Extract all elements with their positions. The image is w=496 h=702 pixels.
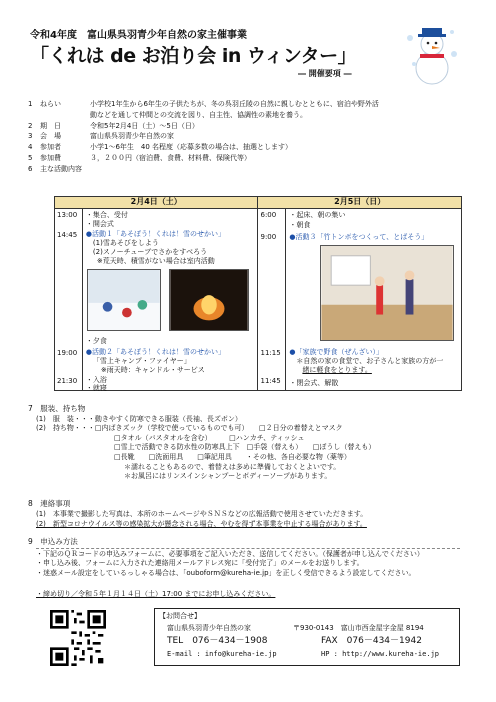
section-7-line: (1) 服 装・・・動きやすく防寒できる服装（長袖、長ズボン） [36,415,242,423]
section-9-line: ・迷惑メール設定をしているっしゃる場合は、「ouboform@kureha-ie.jp」を正しく受信できるよう設定してください。 [36,569,416,577]
day2-activities [286,209,462,391]
time-label: 14:45 [57,231,78,239]
day1-header: 2月4日（土） [55,197,258,209]
item-value: 令和5年2月4日（土）～5日（日） [90,121,199,130]
time-label: 11:45 [260,377,281,385]
section-7-line: ＊濡れることもあるので、着替えは多めに準備しておくとよいです。 [124,463,341,471]
list-item [28,100,468,109]
item-label: 期 日 [40,121,61,130]
section-8-title: 8 連絡事項 [28,499,71,508]
contact-email[interactable]: E-mail : info@kureha-ie.jp [167,650,277,658]
item-value: 小学校1年生から6年生の子供たちが、冬の呉羽丘陵の自然に親しむとともに、宿泊や野外活 [90,100,379,108]
item-label [40,111,90,120]
activity-line: ・集合、受付 [85,211,128,219]
section-7-line: ＊お風呂にはリンスインシャンプーとボディーソープがあります。 [124,472,332,480]
section-7-line: □タオル（バスタオルを含む） □ハンカチ、ティッシュ [114,434,305,442]
item-value [160,165,468,174]
campfire-photo [169,269,249,331]
item-label: 参加者 [40,143,61,151]
activity-line: ●活動３「竹トンボをつくって、とばそう」 [289,233,429,241]
item-number: 3 [28,132,33,141]
time-label: 19:00 [57,349,78,357]
section-9-title: 9 申込み方法 [28,537,78,546]
overview-list [28,100,468,175]
item-label: 会 場 [40,132,61,141]
item-number: 1 [28,100,33,108]
item-value: 富山県呉羽青少年自然の家 [90,132,174,141]
contact-org: 富山県呉羽青少年自然の家 [167,624,251,632]
item-number: 6 [28,164,33,173]
schedule-table [54,196,462,391]
activity-line: ・夕食 [85,337,107,345]
time-label: 6:00 [260,211,277,219]
qr-code[interactable] [50,610,106,666]
activity-line: ●活動１「あそぼう！くれは！雪のせかい」 [85,230,226,238]
item-label: ねらい [40,100,61,108]
bamboo-dragonfly-photo [320,245,454,341]
section-7-line: (2) 持ち物・・・□内ばきズック（学校で使っているものでも可） □２日分の着替えとマスク [36,424,343,432]
activity-line: ・起床、朝の集い [289,211,346,219]
section-7-title: 7 服装、持ち物 [28,404,86,413]
activity-line: 緒に軽食をとります。 [302,366,372,374]
section-9-line: ・下記のＱＲコードの申込みフォームに、必要事項をご記入いただき、送信してください。（保護者が申し込んでください） [36,548,460,559]
time-label: 11:15 [260,349,281,357]
activity-line: ＊自然の家の食堂で、お子さんと家族の方が一 [296,357,444,365]
time-label: 21:30 [57,377,78,385]
contact-fax: FAX 076－434－1942 [321,636,422,646]
list-item [28,132,468,141]
section-9-deadline: ・締め切り／令和５年１月１４日（土）17:00 までにお申し込みください。 [36,590,276,598]
contact-hp[interactable]: HP : http://www.kureha-ie.jp [321,650,440,658]
activity-line: ●「家族で野食（ぜんざい）」 [289,348,384,356]
time-label: 9:00 [260,233,277,241]
activity-line: ●活動２「あそぼう！くれは！雪のせかい」 [85,348,226,356]
contact-box [154,608,460,666]
time-label: 13:00 [57,211,78,219]
day1-times [55,209,83,391]
list-item [28,154,468,163]
header-subtitle: 令和4年度 富山県呉羽青少年自然の家主催事業 [30,30,247,41]
contact-tel: TEL 076－434－1908 [167,636,268,646]
item-label: 主な活動内容 [40,164,82,173]
item-number: 2 [28,121,33,130]
activity-line: 「雪上キャンプ・ファイヤー」 [92,357,191,365]
day1-activities [82,209,258,391]
activity-line: ・就寝 [85,384,107,392]
activity-line: ・閉会式、解散 [289,379,339,387]
day2-times [258,209,286,391]
day2-header: 2月5日（日） [258,197,462,209]
activity-line: ・開会式 [85,220,114,228]
item-number [28,111,40,120]
contact-address: 〒930-0143 富山市西金屋字金屋 8194 [293,624,424,632]
section-7-line: □雪上で活動できる防水性の防寒具上下 □手袋（替えも） □ぼうし（替えも） [114,443,376,451]
snow-play-photo [87,269,161,331]
activity-line: ※雨天時：キャンドル・サービス [100,366,205,374]
section-8-line: (1) 本事業で撮影した写真は、本所のホームページやＳＮＳなどの広報活動で使用させていただきます。 [36,510,368,518]
item-value: ３，２００円（宿泊費、食費、材料費、保険代等） [90,153,251,162]
item-label: 参加費 [40,153,61,162]
page-title: 「くれは de お泊り会 in ウィンター」 [30,45,357,67]
section-8-line: (2) 新型コロナウイルス等の感染拡大が懸念される場合、やむを得ず本事業を中止する場合があります。 [36,520,367,528]
snowman-illustration [404,24,460,86]
header-tag: ― 開催要項 ― [298,69,352,78]
section-7-line: □長靴 □洗面用具 □筆記用具 ・その他、各自必要な物（薬等） [114,453,351,461]
activity-line: ※荒天時、積雪がない場合は室内活動 [96,257,215,265]
activity-line: (1)雪あそびをしよう [92,239,159,247]
contact-title: 【お問合せ】 [159,612,201,620]
list-item [28,165,468,174]
activity-line: ・入浴 [85,376,107,384]
item-number: 4 [28,143,33,151]
item-number: 5 [28,153,33,162]
item-value: 小学1～6年生 40 名程度（応募多数の場合は、抽選とします） [90,143,293,151]
list-item [28,122,468,131]
list-item [28,143,468,152]
list-item [28,111,468,120]
activity-line: ・朝食 [289,221,311,229]
activity-line: (2)スノーチューブでさかをすべろう [92,248,208,256]
item-value: 動などを通して仲間との交流を図り、自主性、協調性の素地を養う。 [90,110,307,119]
section-9-line: ・申し込み後、フォームに入力された連絡用メールアドレス宛に「受付完了」のメールをお送りします。 [36,559,364,567]
